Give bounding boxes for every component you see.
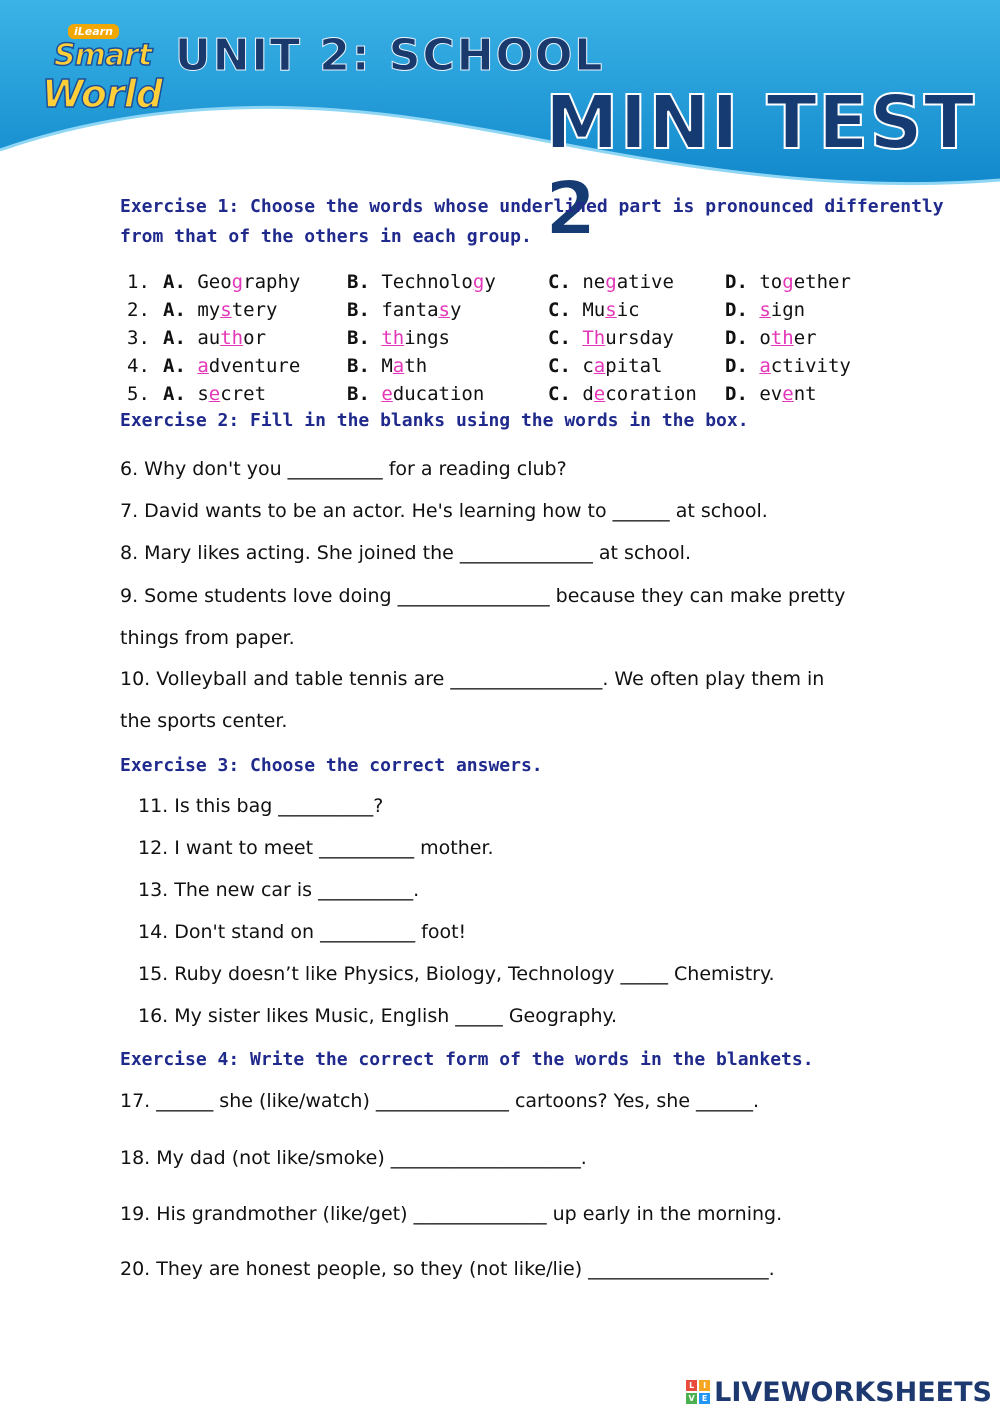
option-c[interactable] (548, 324, 674, 352)
exercise1-heading-line2: from that of the others in each group. (120, 226, 532, 247)
word-suffix: ings (404, 327, 450, 349)
option-letter: C. (548, 299, 571, 321)
option-b[interactable] (347, 268, 496, 296)
option-letter: B. (347, 383, 370, 405)
option-letter: B. (347, 271, 370, 293)
question-14: 14. Don't stand on __________ foot! (138, 921, 467, 943)
option-d[interactable] (725, 352, 851, 380)
option-letter: D. (725, 383, 748, 405)
word-prefix: Mu (582, 299, 606, 321)
question-9-continued: things from paper. (120, 627, 295, 649)
option-letter: C. (548, 383, 571, 405)
option-a[interactable] (163, 324, 266, 352)
option-a[interactable] (163, 352, 300, 380)
question-7: 7. David wants to be an actor. He's learning how to ______ at school. (120, 500, 768, 522)
exercise1-heading-line1: Exercise 1: Choose the words whose underlined part is pronounced differently (120, 196, 944, 217)
question-12: 12. I want to meet __________ mother. (138, 837, 494, 859)
liveworksheets-icon (686, 1380, 710, 1404)
exercise1-row-number: 2. (127, 299, 150, 321)
option-letter: A. (163, 271, 186, 293)
underlined-part: s (605, 299, 617, 321)
underlined-part: a (392, 355, 405, 377)
word-prefix: fanta (381, 299, 439, 321)
liveworksheets-brand[interactable] (686, 1376, 992, 1408)
option-letter: A. (163, 355, 186, 377)
logo-world: World (42, 72, 162, 116)
question-10-continued: the sports center. (120, 710, 288, 732)
option-letter: D. (725, 355, 748, 377)
underlined-part: g (231, 271, 244, 293)
option-letter: A. (163, 327, 186, 349)
word-prefix: d (582, 383, 594, 405)
word-suffix: er (793, 327, 817, 349)
word-suffix: ducation (392, 383, 485, 405)
underlined-part: s (220, 299, 232, 321)
option-letter: D. (725, 327, 748, 349)
unit-title: UNIT 2: SCHOOL (175, 30, 605, 81)
option-letter: A. (163, 299, 186, 321)
option-c[interactable] (548, 296, 640, 324)
logo-smart: Smart (54, 38, 152, 73)
underlined-part: e (381, 383, 393, 405)
word-suffix: y (484, 271, 496, 293)
underlined-part: Th (582, 327, 606, 349)
word-prefix: Geo (197, 271, 232, 293)
exercise3-heading: Exercise 3: Choose the correct answers. (120, 755, 543, 776)
question-19: 19. His grandmother (like/get) ______________ up early in the morning. (120, 1203, 783, 1225)
underlined-part: a (759, 355, 771, 377)
exercise1-row-number: 1. (127, 271, 150, 293)
word-prefix: ev (759, 383, 783, 405)
option-c[interactable] (548, 352, 662, 380)
word-prefix: o (759, 327, 771, 349)
option-letter: B. (347, 355, 370, 377)
word-suffix: ether (793, 271, 851, 293)
word-prefix: M (381, 355, 393, 377)
word-suffix: or (243, 327, 267, 349)
underlined-part: s (438, 299, 450, 321)
question-10: 10. Volleyball and table tennis are ________________. We often play them in (120, 668, 825, 690)
option-c[interactable] (548, 380, 697, 408)
option-a[interactable] (163, 380, 266, 408)
underlined-part: g (605, 271, 617, 293)
icon-letter-e: E (699, 1393, 710, 1404)
word-suffix: ign (770, 299, 806, 321)
word-suffix: tery (231, 299, 278, 321)
question-20: 20. They are honest people, so they (not like/lie) ___________________. (120, 1258, 775, 1280)
option-a[interactable] (163, 296, 277, 324)
smart-world-logo (38, 22, 163, 122)
logo-ilearn: iLearn (68, 24, 119, 39)
icon-letter-l: L (686, 1380, 697, 1391)
option-d[interactable] (725, 324, 817, 352)
word-suffix: ative (616, 271, 674, 293)
exercise1-row-number: 3. (127, 327, 150, 349)
word-prefix: to (759, 271, 783, 293)
option-d[interactable] (725, 296, 805, 324)
word-suffix: ctivity (770, 355, 851, 377)
liveworksheets-text: LIVEWORKSHEETS (714, 1376, 992, 1408)
word-suffix: ic (616, 299, 640, 321)
word-suffix: dventure (208, 355, 301, 377)
exercise2-heading: Exercise 2: Fill in the blanks using the words in the box. (120, 410, 749, 431)
word-prefix: c (582, 355, 594, 377)
option-letter: D. (725, 271, 748, 293)
question-16: 16. My sister likes Music, English _____ Geography. (138, 1005, 618, 1027)
underlined-part: th (381, 327, 405, 349)
test-title: MINI TEST 2 (545, 80, 976, 252)
option-letter: B. (347, 327, 370, 349)
underlined-part: e (208, 383, 221, 405)
underlined-part: s (759, 299, 771, 321)
exercise1-row-number: 5. (127, 383, 150, 405)
underlined-part: e (593, 383, 606, 405)
question-15: 15. Ruby doesn’t like Physics, Biology, Technology _____ Chemistry. (138, 963, 775, 985)
underlined-part: a (593, 355, 606, 377)
underlined-part: g (472, 271, 485, 293)
option-b[interactable] (347, 324, 450, 352)
word-suffix: th (404, 355, 428, 377)
word-suffix: raphy (243, 271, 301, 293)
word-suffix: y (450, 299, 462, 321)
option-letter: C. (548, 327, 571, 349)
word-prefix: s (197, 383, 209, 405)
option-b[interactable] (347, 380, 484, 408)
question-17: 17. ______ she (like/watch) ______________ cartoons? Yes, she ______. (120, 1090, 760, 1112)
option-b[interactable] (347, 296, 461, 324)
word-prefix: Technolo (381, 271, 473, 293)
question-8: 8. Mary likes acting. She joined the ______________ at school. (120, 542, 692, 564)
question-9: 9. Some students love doing ________________ because they can make pretty (120, 585, 846, 607)
option-b[interactable] (347, 352, 427, 380)
word-prefix: my (197, 299, 221, 321)
question-11: 11. Is this bag __________? (138, 795, 384, 817)
option-letter: D. (725, 299, 748, 321)
exercise4-heading: Exercise 4: Write the correct form of the words in the blankets. (120, 1049, 814, 1070)
exercise1-heading (120, 192, 944, 252)
question-13: 13. The new car is __________. (138, 879, 420, 901)
word-suffix: pital (605, 355, 663, 377)
question-18: 18. My dad (not like/smoke) ____________________. (120, 1147, 587, 1169)
option-c[interactable] (548, 268, 674, 296)
icon-letter-i: I (699, 1380, 710, 1391)
option-a[interactable] (163, 268, 300, 296)
option-letter: A. (163, 383, 186, 405)
underlined-part: th (220, 327, 244, 349)
word-suffix: cret (220, 383, 267, 405)
word-suffix: ursday (605, 327, 674, 349)
exercise1-row-number: 4. (127, 355, 150, 377)
underlined-part: e (782, 383, 794, 405)
word-prefix: ne (582, 271, 606, 293)
underlined-part: a (197, 355, 209, 377)
word-suffix: nt (793, 383, 817, 405)
icon-letter-v: V (686, 1393, 697, 1404)
option-letter: C. (548, 271, 571, 293)
option-letter: C. (548, 355, 571, 377)
underlined-part: g (782, 271, 794, 293)
option-d[interactable] (725, 380, 817, 408)
word-prefix: au (197, 327, 221, 349)
underlined-part: th (770, 327, 794, 349)
option-letter: B. (347, 299, 370, 321)
question-6: 6. Why don't you __________ for a reading club? (120, 458, 567, 480)
word-suffix: coration (605, 383, 697, 405)
option-d[interactable] (725, 268, 851, 296)
